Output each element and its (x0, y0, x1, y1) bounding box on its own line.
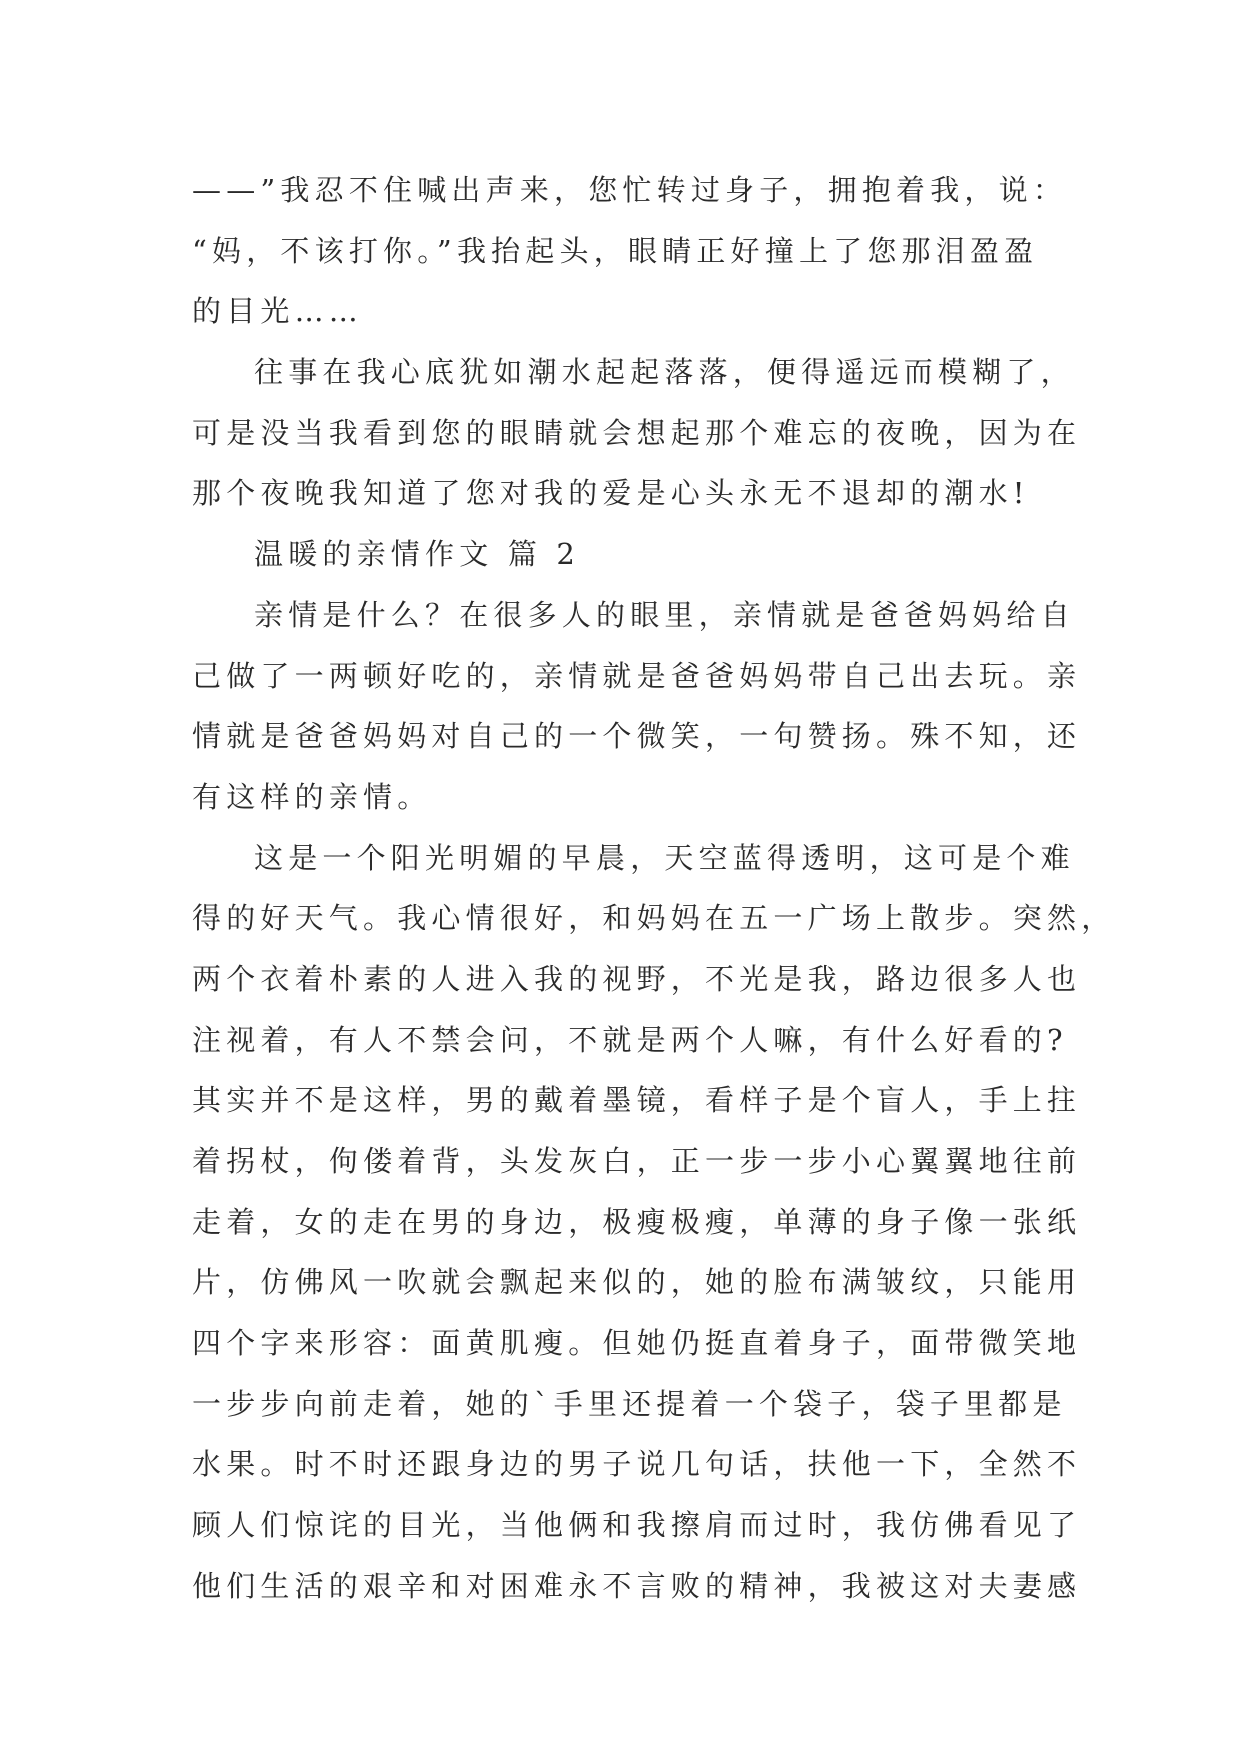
text-line: 己做了一两顿好吃的，亲情就是爸爸妈妈带自己出去玩。亲 (192, 658, 1082, 693)
text-line: 得的好天气。我心情很好，和妈妈在五一广场上散步。突然， (192, 901, 1116, 936)
text-line: ——”我忍不住喊出声来，您忙转过身子，拥抱着我，说： (192, 173, 1068, 207)
text-line: 注视着，有人不禁会问，不就是两个人嘛，有什么好看的? (192, 1022, 1068, 1057)
text-line: 可是没当我看到您的眼睛就会想起那个难忘的夜晚，因为在 (192, 415, 1082, 450)
text-line: 他们生活的艰辛和对困难永不言败的精神，我被这对夫妻感 (192, 1568, 1082, 1603)
text-line: 两个衣着朴素的人进入我的视野，不光是我，路边很多人也 (192, 961, 1082, 996)
text-line: 片，仿佛风一吹就会飘起来似的，她的脸布满皱纹，只能用 (192, 1265, 1082, 1300)
text-line: 着拐杖，佝偻着背，头发灰白，正一步一步小心翼翼地往前 (192, 1144, 1082, 1178)
text-line: 水果。时不时还跟身边的男子说几句话，扶他一下，全然不 (192, 1447, 1082, 1482)
text-line: 四个字来形容：面黄肌瘦。但她仍挺直着身子，面带微笑地 (192, 1326, 1082, 1361)
text-line: 顾人们惊诧的目光，当他俩和我擦肩而过时，我仿佛看见了 (192, 1508, 1082, 1543)
text-line: 有这样的亲情。 (192, 779, 432, 814)
text-line: 的目光…… (192, 294, 364, 329)
text-line: 亲情是什么？在很多人的眼里，亲情就是爸爸妈妈给自 (254, 597, 1075, 632)
text-line: 走着，女的走在男的身边，极瘦极瘦，单薄的身子像一张纸 (192, 1204, 1082, 1239)
text-line: 一步步向前走着，她的`手里还提着一个袋子，袋子里都是 (192, 1386, 1067, 1421)
text-line: 这是一个阳光明媚的早晨，天空蓝得透明，这可是个难 (254, 840, 1075, 875)
text-line: 其实并不是这样，男的戴着墨镜，看样子是个盲人，手上拄 (192, 1083, 1082, 1118)
text-line: 情就是爸爸妈妈对自己的一个微笑，一句赞扬。殊不知，还 (192, 719, 1082, 754)
text-line: 那个夜晚我知道了您对我的爱是心头永无不退却的潮水! (192, 476, 1030, 511)
text-line: 往事在我心底犹如潮水起起落落，便得遥远而模糊了， (254, 355, 1075, 390)
section-heading: 温暖的亲情作文 篇 2 (254, 537, 581, 572)
text-line: “妈，不该打你。”我抬起头，眼睛正好撞上了您那泪盈盈 (192, 233, 1039, 268)
body-text (192, 160, 1116, 1617)
